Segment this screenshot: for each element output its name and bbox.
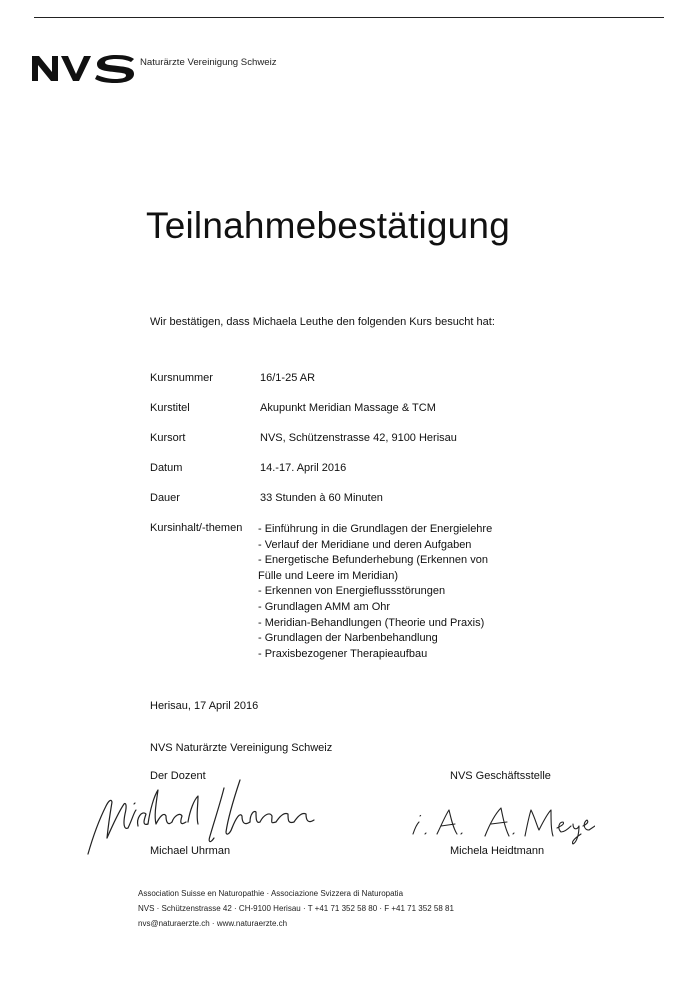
field-value: 16/1-25 AR bbox=[260, 372, 316, 384]
lecturer-name: Michael Uhrman bbox=[150, 845, 231, 857]
document-title: Teilnahmebestätigung bbox=[146, 205, 510, 246]
list-item: - Praxisbezogener Therapieaufbau bbox=[258, 647, 428, 660]
field-label: Kurstitel bbox=[150, 402, 190, 414]
footer-line: Association Suisse en Naturopathie · Associazione Svizzera di Naturopatia bbox=[138, 889, 404, 898]
list-item: - Erkennen von Energieflussstörungen bbox=[258, 585, 446, 598]
footer-line: nvs@naturaerzte.ch · www.naturaerzte.ch bbox=[138, 919, 288, 928]
field-value: 14.-17. April 2016 bbox=[260, 462, 347, 474]
office-name: Michela Heidtmann bbox=[450, 845, 545, 857]
nvs-logo bbox=[30, 53, 138, 83]
footer-line: NVS · Schützenstrasse 42 · CH-9100 Herisau · T +41 71 352 58 80 · F +41 71 352 58 81 bbox=[138, 904, 454, 913]
office-role: NVS Geschäftsstelle bbox=[450, 770, 551, 782]
top-rule bbox=[34, 17, 664, 18]
lecturer-role: Der Dozent bbox=[150, 770, 206, 782]
org-signature-line: NVS Naturärzte Vereinigung Schweiz bbox=[150, 742, 333, 754]
field-label: Kursort bbox=[150, 432, 186, 444]
list-item: - Einführung in die Grundlagen der Energielehre bbox=[258, 523, 493, 535]
footer-address bbox=[138, 886, 454, 931]
list-item: Fülle und Leere im Meridian) bbox=[258, 569, 399, 582]
field-value: Akupunkt Meridian Massage & TCM bbox=[260, 402, 436, 414]
list-item: - Grundlagen der Narbenbehandlung bbox=[258, 632, 438, 645]
list-item: - Energetische Befunderhebung (Erkennen von bbox=[258, 554, 488, 567]
office-signature bbox=[405, 800, 595, 850]
list-item: - Verlauf der Meridiane und deren Aufgaben bbox=[258, 538, 472, 551]
field-value: NVS, Schützenstrasse 42, 9100 Herisau bbox=[260, 432, 457, 444]
topics-label: Kursinhalt/-themen bbox=[150, 522, 243, 534]
field-label: Kursnummer bbox=[150, 372, 213, 384]
list-item: - Grundlagen AMM am Ohr bbox=[258, 600, 391, 613]
place-date: Herisau, 17 April 2016 bbox=[150, 700, 259, 712]
field-label: Dauer bbox=[150, 492, 180, 504]
topics-list bbox=[258, 522, 492, 662]
field-label: Datum bbox=[150, 462, 183, 474]
list-item: - Meridian-Behandlungen (Theorie und Praxis) bbox=[258, 616, 485, 629]
org-name: Naturärzte Vereinigung Schweiz bbox=[140, 57, 277, 68]
field-value: 33 Stunden à 60 Minuten bbox=[260, 492, 383, 504]
intro-text: Wir bestätigen, dass Michaela Leuthe den folgenden Kurs besucht hat: bbox=[150, 316, 495, 328]
